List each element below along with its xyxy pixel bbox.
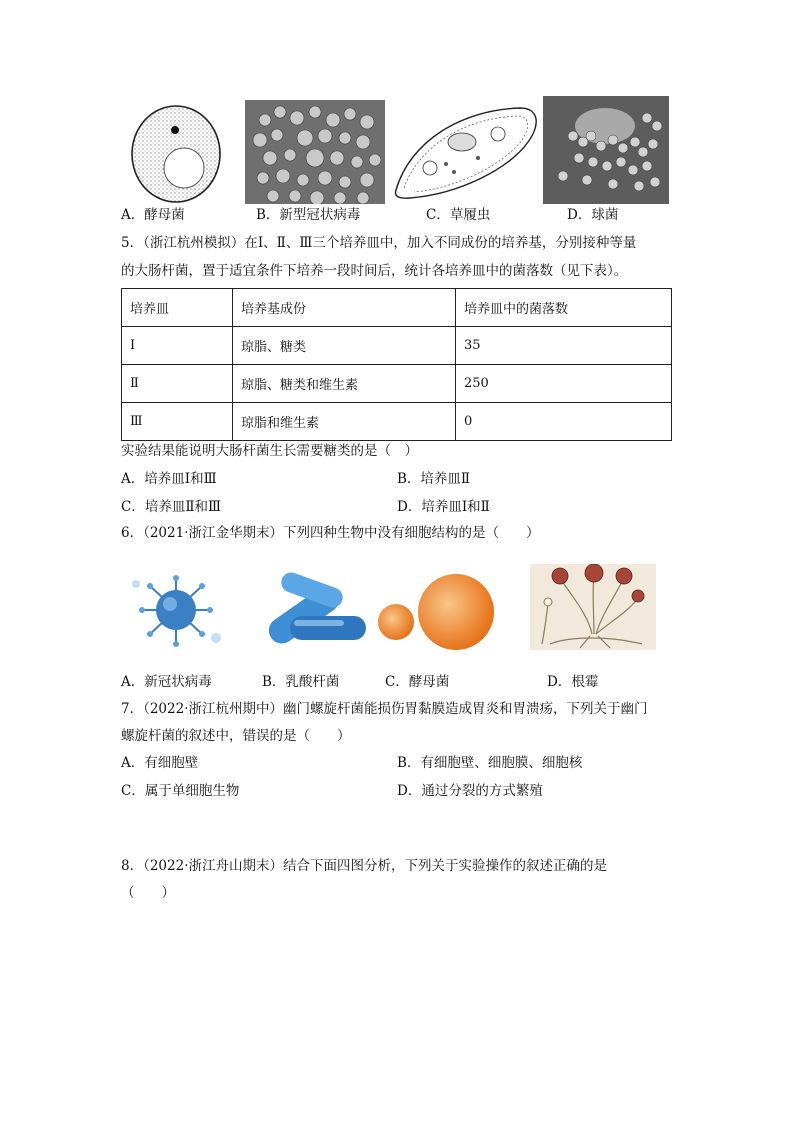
table-cell: 0 <box>456 403 672 441</box>
table-cell: Ⅰ <box>122 327 233 365</box>
table-cell: 琼脂和维生素 <box>233 403 456 441</box>
q5-stem-line1: 5．（浙江杭州模拟）在Ⅰ、Ⅱ、Ⅲ三个培养皿中，加入不同成份的培养基，分别接种等量 <box>121 235 637 251</box>
paramecium-drawing-icon <box>390 102 542 202</box>
table-header-cell: 培养基成份 <box>233 289 456 327</box>
q6-option-c: C．酵母菌 <box>385 674 450 690</box>
q5-stem-line2: 的大肠杆菌，置于适宜条件下培养一段时间后，统计各培养皿中的菌落数（见下表）。 <box>121 263 628 279</box>
q8-stem-line2: （ ） <box>121 885 175 901</box>
rhizopus-drawing-icon <box>530 564 656 650</box>
table-header-cell: 培养皿中的菌落数 <box>456 289 672 327</box>
table-cell: 琼脂、糖类 <box>233 327 456 365</box>
table-header-row <box>122 289 672 327</box>
q7-option-c: C．属于单细胞生物 <box>121 783 240 799</box>
yeast-budding-render-icon <box>376 572 512 652</box>
table-cell: Ⅱ <box>122 365 233 403</box>
q6-option-a: A．新冠状病毒 <box>121 674 212 690</box>
table-header-cell: 培养皿 <box>122 289 233 327</box>
culture-table <box>121 288 672 441</box>
q7-stem-line1: 7．（2022·浙江杭州期中）幽门螺旋杆菌能损伤胃黏膜造成胃炎和胃溃疡，下列关于幽门 <box>121 701 648 717</box>
q7-option-a: A．有细胞壁 <box>121 755 199 771</box>
q4-option-d: D．球菌 <box>567 207 619 223</box>
q8-stem-line1: 8．（2022·浙江舟山期末）结合下面四图分析，下列关于实验操作的叙述正确的是 <box>121 858 607 874</box>
q4-option-c: C．草履虫 <box>426 207 491 223</box>
q7-option-b: B．有细胞壁、细胞膜、细胞核 <box>397 755 583 771</box>
virus-3d-render-icon <box>126 572 226 648</box>
q5-option-a: A．培养皿Ⅰ和Ⅲ <box>121 471 217 487</box>
q5-option-d: D．培养皿Ⅰ和Ⅱ <box>397 499 490 515</box>
q6-stem: 6．（2021·浙江金华期末）下列四种生物中没有细胞结构的是（ ） <box>121 525 540 541</box>
q5-option-b: B．培养皿Ⅱ <box>397 471 471 487</box>
q6-option-d: D．根霉 <box>547 674 599 690</box>
q4-option-b: B．新型冠状病毒 <box>256 207 361 223</box>
table-cell: 琼脂、糖类和维生素 <box>233 365 456 403</box>
coccus-micrograph-icon <box>543 96 669 204</box>
table-cell: 250 <box>456 365 672 403</box>
coronavirus-micrograph-icon <box>245 100 385 204</box>
q7-stem-line2: 螺旋杆菌的叙述中，错误的是（ ） <box>121 728 351 744</box>
q7-option-d: D．通过分裂的方式繁殖 <box>397 783 543 799</box>
q5-option-c: C．培养皿Ⅱ和Ⅲ <box>121 499 222 515</box>
table-row <box>122 365 672 403</box>
yeast-cell-drawing-icon <box>130 104 222 204</box>
q6-option-b: B．乳酸杆菌 <box>262 674 340 690</box>
table-row <box>122 403 672 441</box>
rod-bacteria-render-icon <box>260 572 370 650</box>
table-cell: Ⅲ <box>122 403 233 441</box>
table-row <box>122 327 672 365</box>
q5-question: 实验结果能说明大肠杆菌生长需要糖类的是（ ） <box>121 443 418 459</box>
table-cell: 35 <box>456 327 672 365</box>
q4-option-a: A．酵母菌 <box>121 207 185 223</box>
